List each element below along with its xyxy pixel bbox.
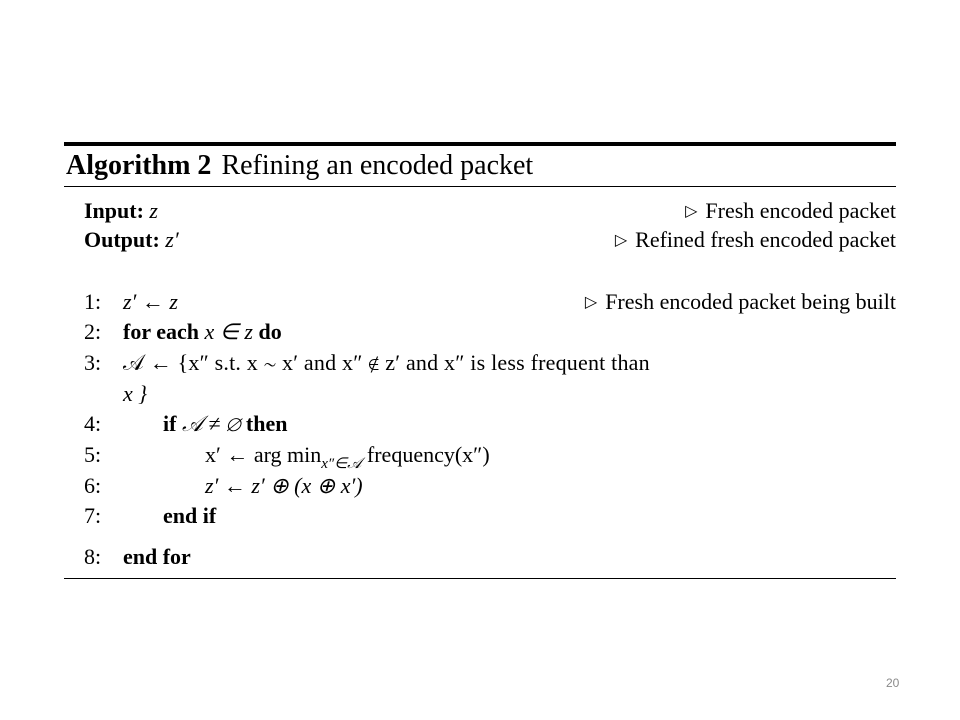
line-text: x′ ← arg $\min_{x''\in 𝒜}$ frequency(x″) [205, 442, 490, 472]
input-keyword: Input: [84, 198, 144, 223]
line-number: 7: [84, 503, 102, 528]
output-comment: ▷ Refined fresh encoded packet [614, 227, 896, 252]
line-number: 4: [84, 411, 102, 436]
comment-triangle-icon: ▷ [584, 294, 598, 311]
algorithm-title [66, 148, 533, 184]
title-rule [64, 186, 896, 187]
algorithm-label: Algorithm 2 [66, 150, 212, 181]
input-var: z [149, 198, 158, 223]
line-text: 𝒜 ← {x″ s.t. x ∼ x′ and x″ ∉ z′ and x″ is less frequent than [123, 350, 650, 375]
output-keyword: Output: [84, 227, 160, 252]
algorithm-box [64, 142, 896, 569]
line-text: z′ ← z [123, 289, 178, 314]
comment-triangle-icon: ▷ [614, 232, 628, 249]
line-text: x } [123, 381, 148, 406]
input-comment: ▷ Fresh encoded packet [685, 198, 896, 223]
top-rule [64, 142, 896, 146]
bottom-rule [64, 578, 896, 579]
line-text: end if [163, 503, 217, 528]
line-text: for each x ∈ z do [123, 319, 282, 344]
line-number: 1: [84, 289, 102, 314]
line-text: z′ ← z′ ⊕ (x ⊕ x′) [205, 473, 363, 498]
line-number: 5: [84, 442, 102, 467]
line-number: 6: [84, 473, 102, 498]
page-number: 20 [886, 676, 900, 690]
comment-triangle-icon: ▷ [685, 203, 698, 220]
output-var: z′ [165, 227, 179, 252]
algorithm-name: Refining an encoded packet [221, 150, 534, 181]
line-text: if 𝒜 ≠ ∅ then [163, 411, 288, 436]
line-text: end for [123, 544, 191, 569]
line-number: 3: [84, 350, 102, 375]
line-number: 8: [84, 544, 102, 569]
line-comment: ▷ Fresh encoded packet being built [584, 289, 896, 314]
line-number: 2: [84, 319, 102, 344]
